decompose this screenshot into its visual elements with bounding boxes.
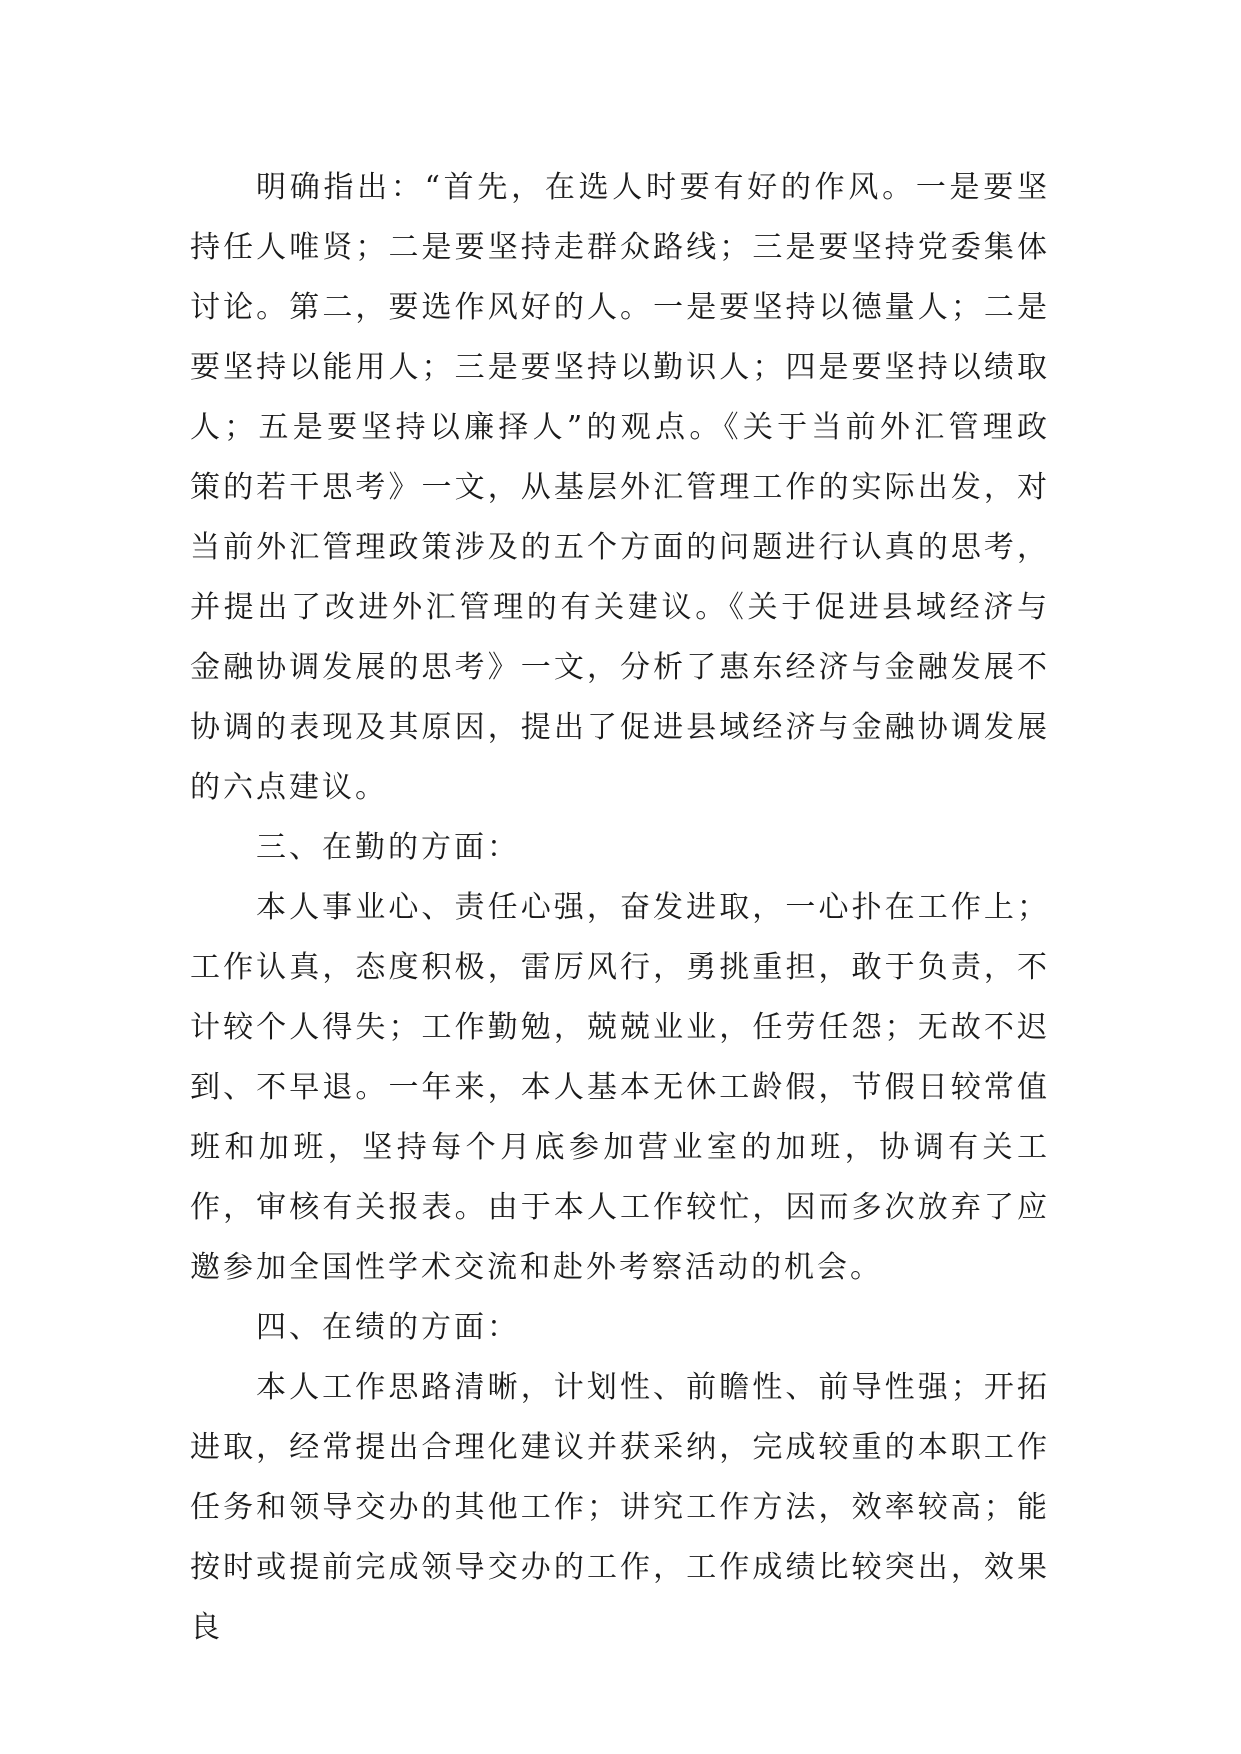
paragraph: 明确指出：“首先，在选人时要有好的作风。一是要坚持任人唯贤；二是要坚持走群众路线；三是要坚持党委集体讨论。第二，要选作风好的人。一是要坚持以德量人；二是要坚持以能用人；三是要坚持以勤识人；四是要坚持以绩取人；五是要坚持以廉择人”的观点。《关于当前外汇管理政策的若干思考》一文，从基层外汇管理工作的实际出发，对当前外汇管理政策涉及的五个方面的问题进行认真的思考，并提出了改进外汇管理的有关建议。《关于促进县域经济与金融协调发展的思考》一文，分析了惠东经济与金融发展不协调的表现及其原因，提出了促进县域经济与金融协调发展的六点建议。 — [190, 170, 1050, 805]
paragraph: 本人工作思路清晰，计划性、前瞻性、前导性强；开拓进取，经常提出合理化建议并获采纳，完成较重的本职工作任务和领导交办的其他工作；讲究工作方法，效率较高；能按时或提前完成领导交办的工作，工作成绩比较突出，效果良 — [190, 1370, 1050, 1645]
section-heading: 三、在勤的方面： — [256, 830, 520, 865]
document-body — [190, 158, 1050, 1658]
section-heading: 四、在绩的方面： — [256, 1310, 520, 1345]
paragraph: 本人事业心、责任心强，奋发进取，一心扑在工作上；工作认真，态度积极，雷厉风行，勇挑重担，敢于负责，不计较个人得失；工作勤勉，兢兢业业，任劳任怨；无故不迟到、不早退。一年来，本人基本无休工龄假，节假日较常值班和加班，坚持每个月底参加营业室的加班，协调有关工作，审核有关报表。由于本人工作较忙，因而多次放弃了应邀参加全国性学术交流和赴外考察活动的机会。 — [190, 890, 1050, 1285]
